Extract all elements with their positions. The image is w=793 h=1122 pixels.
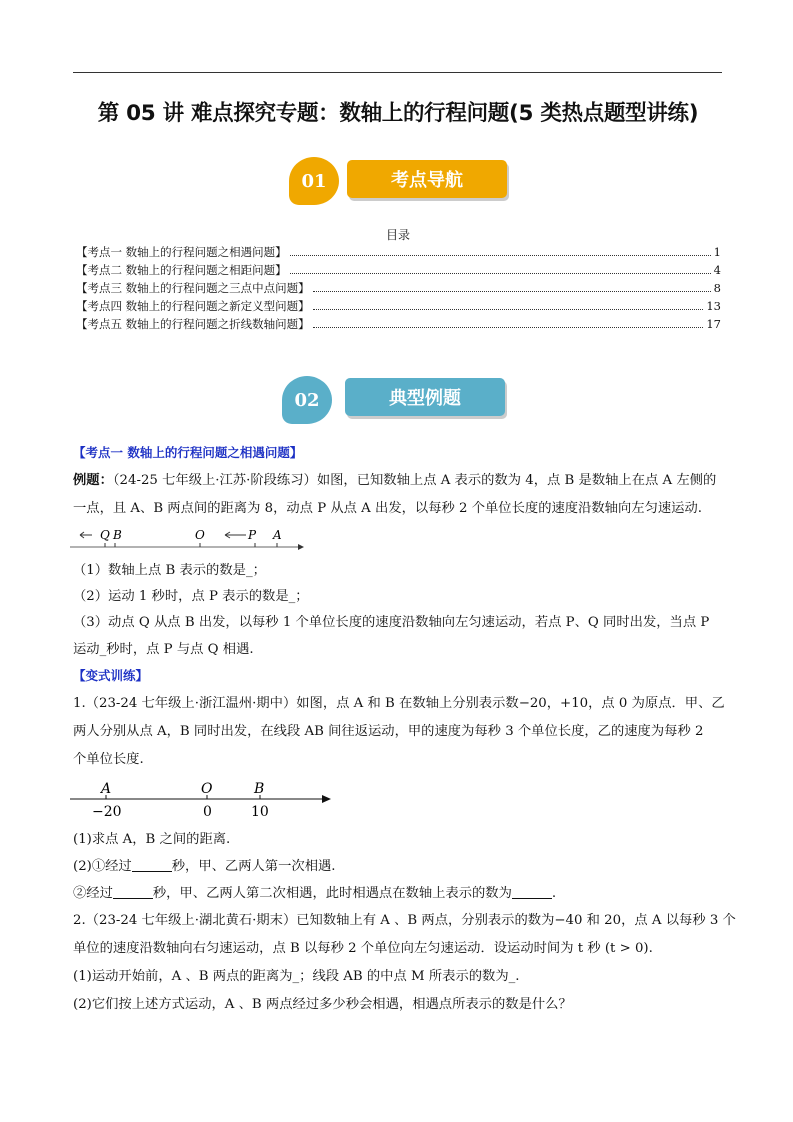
section-heading: 【考点一 数轴上的行程问题之相遇问题】 xyxy=(73,445,303,460)
problem-1-line: 两人分别从点 A，B 同时出发，在线段 AB 间往返运动，甲的速度为每秒 3 个单位长度，乙的速度为每秒 2 xyxy=(73,724,704,739)
example-label: 例题： xyxy=(73,473,113,488)
number-line-2 xyxy=(70,776,340,818)
toc-page: 17 xyxy=(706,317,721,331)
problem-2-line: 2.（23-24 七年级上·湖北黄石·期末）已知数轴上有 A 、B 两点，分别表示的数为−40 和 20，点 A 以每秒 3 个 xyxy=(73,913,736,928)
toc-page: 8 xyxy=(713,281,721,295)
toc-item[interactable] xyxy=(76,244,721,260)
badge-01: 01 xyxy=(289,157,339,205)
example-line: 一点，且 A、B 两点间的距离为 8，动点 P 从点 A 出发，以每秒 2 个单位长度的速度沿数轴向左匀速运动. xyxy=(73,501,702,516)
question-3-cont: 运动_秒时，点 P 与点 Q 相遇. xyxy=(73,642,254,657)
toc-label: 【考点一 数轴上的行程问题之相遇问题】 xyxy=(76,245,287,259)
toc-label: 【考点四 数轴上的行程问题之新定义型问题】 xyxy=(76,299,310,313)
toc-item[interactable] xyxy=(76,280,721,296)
tick-10: 10 xyxy=(251,804,269,818)
toc-page: 1 xyxy=(713,245,721,259)
label-B: B xyxy=(254,781,265,797)
label-O: O xyxy=(195,528,205,542)
number-line-1 xyxy=(70,525,310,555)
badge-02: 02 xyxy=(282,376,332,424)
variant-heading: 【变式训练】 xyxy=(73,668,149,683)
example-line: 例题：（24-25 七年级上·江苏·阶段练习）如图，已知数轴上点 A 表示的数为 4，点 B 是数轴上在点 A 左侧的 xyxy=(73,473,717,488)
toc-item[interactable] xyxy=(76,262,721,278)
blank[interactable] xyxy=(512,884,552,899)
blank[interactable] xyxy=(132,857,172,872)
toc-page: 4 xyxy=(713,263,721,277)
toc-heading: 目录 xyxy=(385,228,410,242)
blank[interactable] xyxy=(113,884,153,899)
header-rule xyxy=(73,72,722,73)
question-1: （1）数轴上点 B 表示的数是_； xyxy=(73,563,266,578)
question-2: （2）运动 1 秒时，点 P 表示的数是_； xyxy=(73,589,309,604)
tick-0: 0 xyxy=(203,804,212,818)
toc-page: 13 xyxy=(706,299,721,313)
toc-label: 【考点五 数轴上的行程问题之折线数轴问题】 xyxy=(76,317,310,331)
label-A: A xyxy=(101,781,112,797)
problem-2-line: 单位的速度沿数轴向右匀速运动，点 B 以每秒 2 个单位向左匀速运动．设运动时间为 t 秒 (t > 0). xyxy=(73,941,653,956)
badge-label-dianxing: 典型例题 xyxy=(345,378,505,416)
question-3: （3）动点 Q 从点 B 出发，以每秒 1 个单位长度的速度沿数轴向左匀速运动，若点 P、Q 同时出发，当点 P xyxy=(73,615,710,630)
p1-question-2: (2)①经过 秒，甲、乙两人第一次相遇. xyxy=(73,859,336,874)
badge-label-kaodian: 考点导航 xyxy=(347,160,507,198)
p2-question-2: (2)它们按上述方式运动，A 、B 两点经过多少秒会相遇，相遇点所表示的数是什么？ xyxy=(73,997,572,1012)
p1-question-3: ②经过 秒，甲、乙两人第二次相遇，此时相遇点在数轴上表示的数为 . xyxy=(73,886,557,901)
label-A: A xyxy=(273,528,282,542)
label-Q: Q xyxy=(100,528,110,542)
toc-label: 【考点二 数轴上的行程问题之相距问题】 xyxy=(76,263,287,277)
page-title: 第 05 讲 难点探究专题：数轴上的行程问题(5 类热点题型讲练) xyxy=(97,101,699,126)
p2-question-1: (1)运动开始前，A 、B 两点的距离为_；线段 AB 的中点 M 所表示的数为_. xyxy=(73,969,520,984)
label-P: P xyxy=(248,528,257,542)
toc-label: 【考点三 数轴上的行程问题之三点中点问题】 xyxy=(76,281,310,295)
toc-item[interactable] xyxy=(76,298,721,314)
problem-1-line: 1.（23-24 七年级上·浙江温州·期中）如图，点 A 和 B 在数轴上分别表示数−20，+10，点 0 为原点．甲、乙 xyxy=(73,696,725,711)
problem-1-line: 个单位长度. xyxy=(73,752,144,767)
tick-neg20: −20 xyxy=(92,804,122,818)
toc-item[interactable] xyxy=(76,316,721,332)
p1-question-1: (1)求点 A，B 之间的距离. xyxy=(73,832,231,847)
label-O: O xyxy=(201,781,213,797)
label-B: B xyxy=(113,528,122,542)
